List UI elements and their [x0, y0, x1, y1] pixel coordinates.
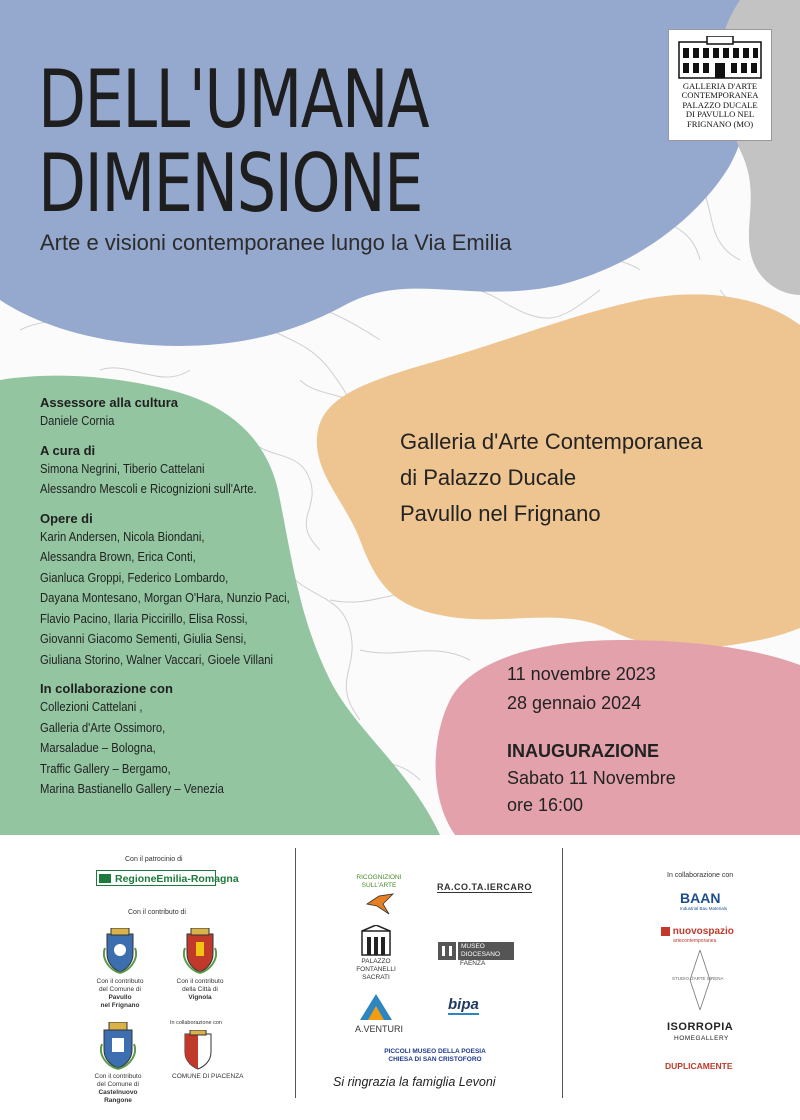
exhibition-title: [38, 53, 429, 230]
palazzo-sacrati-line: FONTANELLI: [356, 966, 396, 973]
piccoli-museo-line: PICCOLI MUSEO DELLA POESIA: [384, 1048, 486, 1055]
palazzo-sacrati-line: SACRATI: [362, 974, 390, 981]
logo-line-4: DI PAVULLO NEL: [685, 109, 755, 120]
regione-mark-icon: [99, 874, 111, 883]
museo-diocesano-icon: [438, 942, 456, 960]
artisti-line: Flavio Pacino, Ilaria Piccirillo, Elisa Rossi,: [40, 611, 248, 626]
museo-diocesano-line: MUSEO: [461, 943, 485, 950]
collab-label: In collaborazione con: [667, 872, 734, 879]
sponsor-divider: [295, 848, 296, 1098]
inaugurazione-block: [507, 738, 676, 819]
inaugurazione-heading: INAUGURAZIONE: [507, 741, 659, 761]
inaugurazione-day: Sabato 11 Novembre: [507, 768, 676, 788]
pavullo-caption-line: Pavullo: [108, 994, 132, 1001]
nuovospazio-logo: [661, 926, 734, 937]
ricognizioni-logo: [355, 874, 403, 890]
thanks-text: Si ringrazia la famiglia Levoni: [333, 1075, 496, 1089]
nuovospazio-text: nuovospazio: [672, 926, 734, 937]
regione-logo: [96, 870, 239, 886]
venue-block: [400, 424, 703, 532]
palazzo-sacrati-line: PALAZZO: [361, 958, 391, 965]
artisti-line: Giovanni Giacomo Sementi, Giulia Sensi,: [40, 632, 247, 646]
bird-icon: [365, 892, 395, 916]
vignola-crest-icon: [183, 928, 217, 974]
curatori-line: Alessandro Mescoli e Ricognizioni sull'Arte.: [40, 482, 257, 496]
museo-diocesano-logo: [458, 942, 514, 960]
collab-line: Galleria d'Arte Ossimoro,: [40, 720, 166, 735]
ricognizioni-line: SULL'ARTE: [361, 882, 397, 889]
museo-faenza: FAENZA: [460, 960, 486, 967]
duplicamente-logo: DUPLICAMENTE: [665, 1061, 733, 1071]
curatori-line: Simona Negrini, Tiberio Cattelani: [40, 461, 205, 476]
date-start: 11 novembre 2023: [507, 664, 656, 684]
artisti-line: Karin Andersen, Nicola Biondani,: [40, 529, 205, 544]
dates-block: [507, 660, 656, 718]
collab-line: Traffic Gallery – Bergamo,: [40, 761, 171, 776]
opere-heading: Opere di: [40, 510, 93, 526]
museo-diocesano-line: DIOCESANO: [461, 951, 501, 958]
bipa-logo: bipa: [448, 996, 479, 1013]
vignola-caption-line: Con il contributo: [176, 978, 224, 985]
aventuri-mark-icon: [358, 992, 394, 1022]
piacenza-label: In collaborazione con: [170, 1020, 222, 1026]
exhibition-subtitle: Arte e visioni contemporanee lungo la Via Emilia: [40, 230, 512, 255]
castelnuovo-caption: [86, 1073, 150, 1105]
pavullo-caption-line: del Comune di: [99, 986, 141, 993]
contributo-label: Con il contributo di: [128, 909, 186, 916]
logo-line-1: GALLERIA D'ARTE: [682, 81, 758, 91]
aventuri-logo: A.VENTURI: [355, 1024, 404, 1034]
piccoli-museo-logo: [375, 1048, 495, 1064]
palazzo-building-icon: [677, 36, 763, 80]
pavullo-crest-icon: [103, 928, 137, 974]
castelnuovo-caption-line: Castelnuovo: [98, 1089, 138, 1096]
vignola-caption-line: Vignola: [188, 994, 212, 1001]
piccoli-museo-line: CHIESA DI SAN CRISTOFORO: [388, 1056, 482, 1063]
castelnuovo-caption-line: Rangone: [104, 1097, 132, 1104]
vignola-caption: [172, 978, 228, 1002]
raccolta-logo: RA.CO.TA.IERCARO: [437, 882, 532, 892]
collab-line: Collezioni Cattelani ,: [40, 700, 143, 714]
nuovospazio-mark-icon: [661, 927, 670, 936]
studio-sirena-logo: STUDIO d'ARTE SIRENA: [672, 976, 724, 981]
logo-line-2: CONTEMPORANEA: [681, 90, 759, 101]
collab-heading: In collaborazione con: [40, 681, 173, 696]
assessore-heading: Assessore alla cultura: [40, 395, 179, 410]
nuovospazio-subtitle: artecontemporanea: [673, 938, 717, 944]
assessore-name: Daniele Cornia: [40, 414, 115, 428]
castelnuovo-crest-icon: [100, 1022, 136, 1070]
title-line-2: DIMENSIONE: [38, 137, 423, 230]
isorropia-subtitle: HOMEGALLERY: [674, 1035, 729, 1042]
artisti-line: Alessandra Brown, Erica Conti,: [40, 550, 196, 564]
curatori-heading: A cura di: [40, 442, 96, 458]
gallery-logo: [668, 29, 772, 141]
title-line-1: DELL'UMANA: [38, 53, 429, 146]
baan-logo: BAAN: [680, 890, 721, 906]
isorropia-logo: ISORROPIA: [667, 1021, 734, 1033]
ricognizioni-line: RICOGNIZIONI: [356, 874, 402, 881]
credits-block: [40, 394, 340, 800]
palazzo-sacrati-icon: [360, 925, 392, 957]
venue-line-3: Pavullo nel Frignano: [400, 501, 601, 526]
collab-line: Marsaladue – Bologna,: [40, 741, 156, 755]
castelnuovo-caption-line: del Comune di: [97, 1081, 139, 1088]
artisti-line: Gianluca Groppi, Federico Lombardo,: [40, 570, 229, 585]
piacenza-crest-icon: [182, 1030, 214, 1070]
pavullo-caption: [92, 978, 148, 1010]
palazzo-sacrati-logo: [352, 958, 400, 982]
date-end: 28 gennaio 2024: [507, 693, 642, 713]
pavullo-caption-line: Con il contributo: [96, 978, 144, 985]
inaugurazione-time: ore 16:00: [507, 795, 584, 815]
pavullo-caption-line: nel Frignano: [100, 1002, 140, 1009]
collab-line: Marina Bastianello Gallery – Venezia: [40, 782, 224, 796]
regione-text: RegioneEmilia-Romagna: [115, 873, 239, 885]
venue-line-1: Galleria d'Arte Contemporanea: [400, 429, 703, 454]
vignola-caption-line: della Città di: [182, 986, 218, 993]
patrocinio-label: Con il patrocinio di: [125, 856, 183, 863]
artisti-line: Dayana Montesano, Morgan O'Hara, Nunzio Paci,: [40, 591, 290, 605]
venue-line-2: di Palazzo Ducale: [400, 465, 577, 490]
sponsor-divider: [562, 848, 563, 1098]
baan-subtitle: Industrial Bau Materials: [680, 906, 728, 911]
artisti-line: Giuliana Storino, Walner Vaccari, Gioele Villani: [40, 652, 274, 667]
logo-line-3: PALAZZO DUCALE: [682, 99, 758, 110]
piacenza-caption: COMUNE DI PIACENZA: [172, 1073, 244, 1080]
castelnuovo-caption-line: Con il contributo: [94, 1073, 142, 1080]
logo-line-5: FRIGNANO (MO): [686, 118, 754, 129]
